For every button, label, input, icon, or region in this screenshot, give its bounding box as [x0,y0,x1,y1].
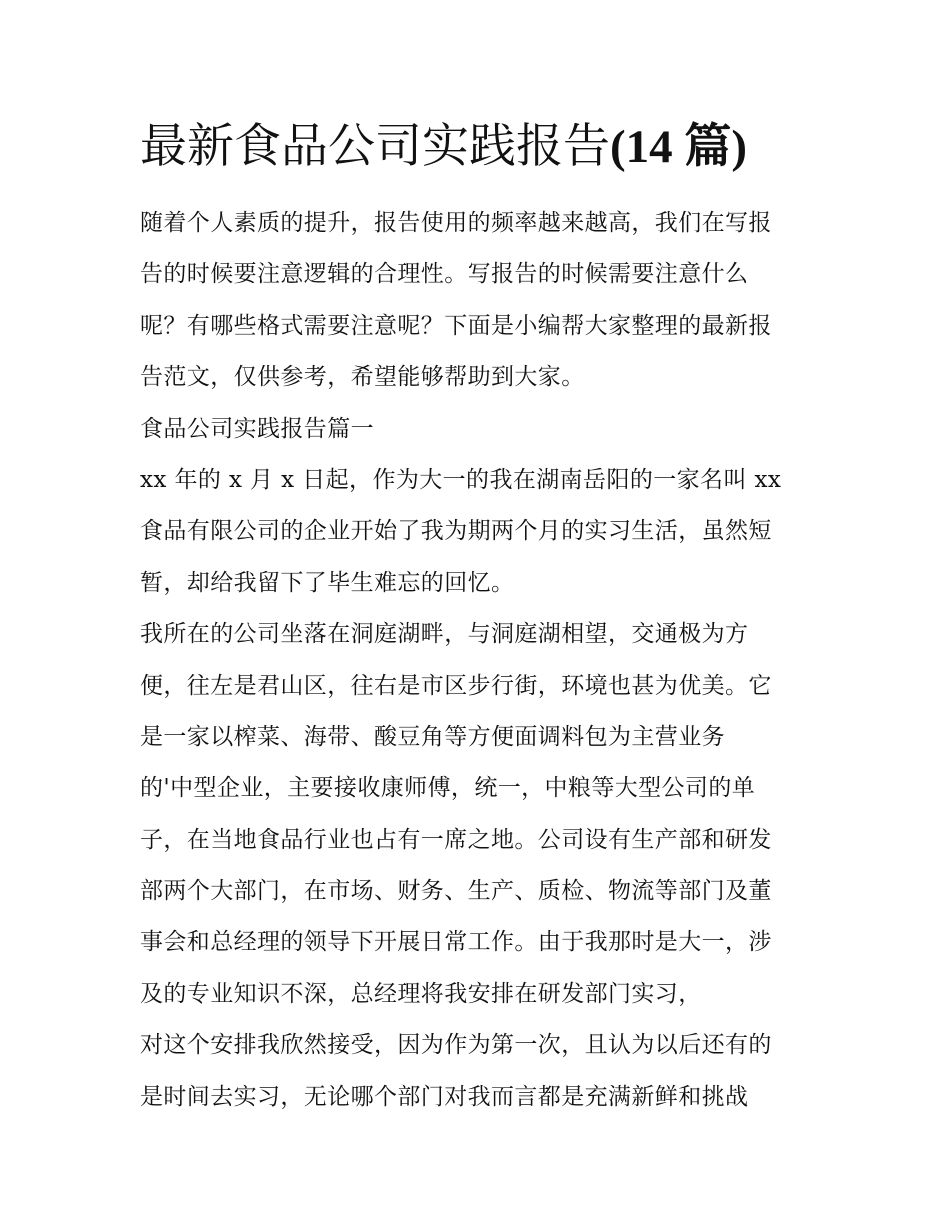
title-count-text: (14 篇) [610,121,748,173]
body-line: 呢？有哪些格式需要注意呢？下面是小编帮大家整理的最新报 [140,312,772,339]
body-line: 食品有限公司的企业开始了我为期两个月的实习生活，虽然短 [140,518,772,545]
body-line: 对这个安排我欣然接受，因为作为第一次，且认为以后还有的 [140,1032,772,1059]
body-line: 部两个大部门，在市场、财务、生产、质检、物流等部门及董 [140,878,772,905]
title-main-text: 最新食品公司实践报告 [140,119,610,174]
body-line: 告范文，仅供参考，希望能够帮助到大家。 [140,364,585,391]
document-title [140,112,840,182]
section-heading: 食品公司实践报告篇一 [140,415,374,442]
body-line: 告的时候要注意逻辑的合理性。写报告的时候需要注意什么 [140,261,749,288]
body-line: 子，在当地食品行业也占有一席之地。公司设有生产部和研发 [140,826,772,853]
body-line: 的'中型企业，主要接收康师傅，统一，中粮等大型公司的单 [140,775,756,802]
body-line: 是一家以榨菜、海带、酸豆角等方便面调料包为主营业务 [140,723,725,750]
document-body [140,198,820,1123]
body-line: 是时间去实习，无论哪个部门对我而言都是充满新鲜和挑战 [140,1083,749,1110]
body-line: 事会和总经理的领导下开展日常工作。由于我那时是大一，涉 [140,929,772,956]
body-line: 随着个人素质的提升，报告使用的频率越来越高，我们在写报 [140,210,772,236]
body-line: xx 年的 x 月 x 日起，作为大一的我在湖南岳阳的一家名叫 xx [140,466,782,493]
body-line: 我所在的公司坐落在洞庭湖畔，与洞庭湖相望，交通极为方 [140,621,749,648]
body-line: 及的专业知识不深，总经理将我安排在研发部门实习， [140,980,702,1007]
body-line: 便，往左是君山区，往右是市区步行街，环境也甚为优美。它 [140,672,772,699]
body-line: 暂，却给我留下了毕生难忘的回忆。 [140,569,515,596]
